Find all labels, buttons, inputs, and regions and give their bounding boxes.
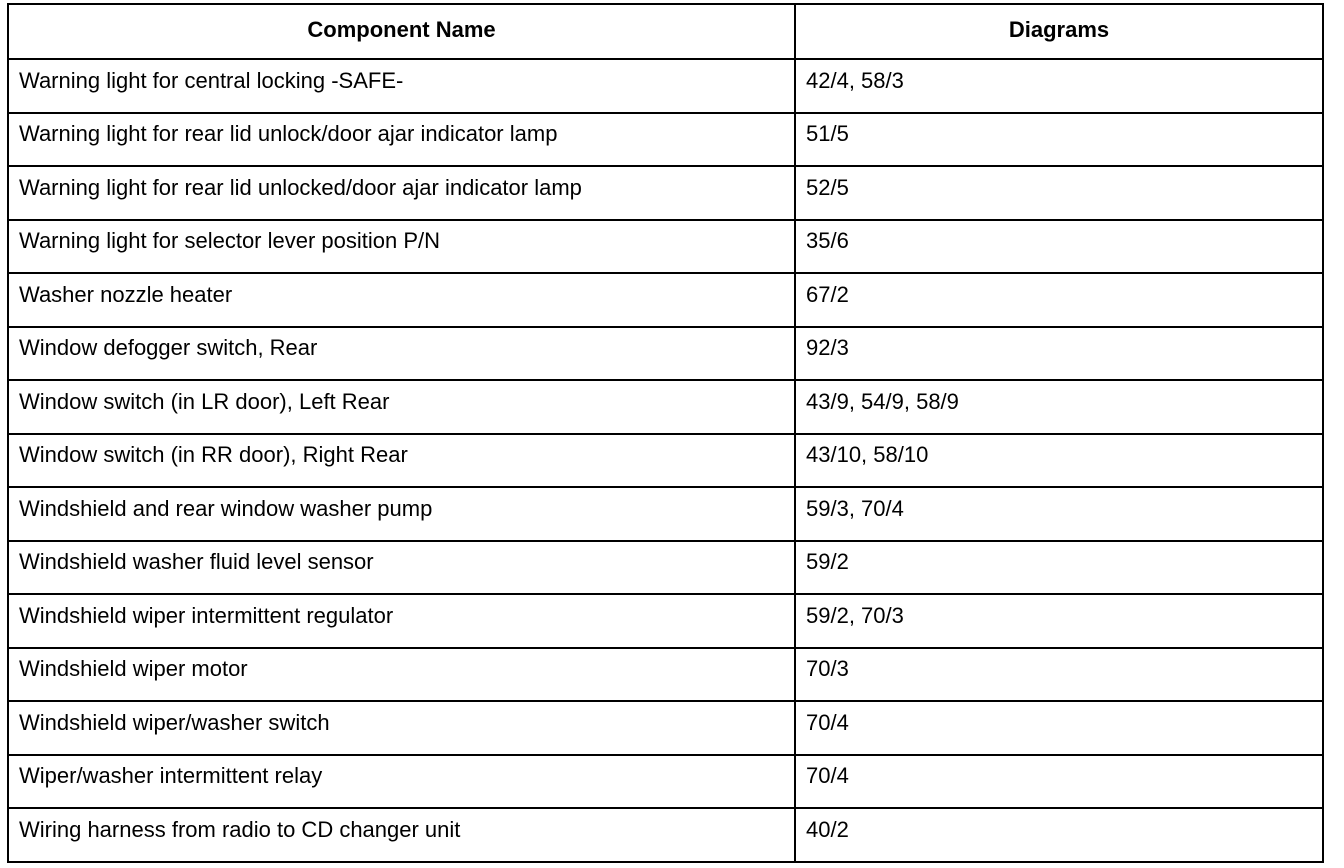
component-name-text: Washer nozzle heater <box>19 281 233 307</box>
table-row <box>8 701 1323 755</box>
cell-diagrams <box>795 273 1323 327</box>
cell-diagrams <box>795 327 1323 381</box>
table-row <box>8 648 1323 702</box>
diagrams-text: 59/2 <box>806 549 849 575</box>
table-row <box>8 755 1323 809</box>
cell-diagrams <box>795 541 1323 595</box>
header-diagrams-label: Diagrams <box>1008 16 1110 42</box>
diagrams-text: 43/9, 54/9, 58/9 <box>806 388 959 414</box>
cell-component-name <box>8 273 795 327</box>
table-row <box>8 166 1323 220</box>
table-row <box>8 434 1323 488</box>
component-name-text: Warning light for rear lid unlocked/door ajar indicator lamp <box>19 174 582 200</box>
component-name-text: Windshield wiper intermittent regulator <box>19 602 394 628</box>
cell-diagrams <box>795 594 1323 648</box>
cell-diagrams <box>795 755 1323 809</box>
diagrams-text: 59/3, 70/4 <box>806 495 904 521</box>
cell-diagrams <box>795 220 1323 274</box>
component-name-text: Windshield and rear window washer pump <box>19 495 433 521</box>
cell-diagrams <box>795 380 1323 434</box>
component-name-text: Wiring harness from radio to CD changer unit <box>19 816 461 842</box>
component-name-text: Warning light for selector lever position P/N <box>19 228 441 254</box>
table-row <box>8 59 1323 113</box>
diagrams-text: 92/3 <box>806 335 849 361</box>
diagrams-text: 40/2 <box>806 816 849 842</box>
diagrams-text: 35/6 <box>806 228 849 254</box>
component-name-text: Warning light for rear lid unlock/door ajar indicator lamp <box>19 121 558 147</box>
cell-component-name <box>8 648 795 702</box>
diagrams-text: 42/4, 58/3 <box>806 67 904 93</box>
cell-component-name <box>8 755 795 809</box>
cell-component-name <box>8 808 795 862</box>
header-component-name <box>8 4 795 59</box>
diagrams-text: 70/3 <box>806 656 849 682</box>
diagrams-text: 67/2 <box>806 281 849 307</box>
table-row <box>8 273 1323 327</box>
header-diagrams <box>795 4 1323 59</box>
diagrams-text: 70/4 <box>806 709 849 735</box>
cell-component-name <box>8 541 795 595</box>
table-header-row <box>8 4 1323 59</box>
component-name-text: Windshield washer fluid level sensor <box>19 549 374 575</box>
cell-component-name <box>8 327 795 381</box>
header-component-name-label: Component Name <box>307 16 496 42</box>
cell-component-name <box>8 487 795 541</box>
cell-diagrams <box>795 59 1323 113</box>
cell-diagrams <box>795 701 1323 755</box>
component-name-text: Wiper/washer intermittent relay <box>19 763 323 789</box>
diagrams-text: 70/4 <box>806 763 849 789</box>
component-name-text: Windshield wiper motor <box>19 656 248 682</box>
table-row <box>8 594 1323 648</box>
component-name-text: Window switch (in RR door), Right Rear <box>19 442 408 468</box>
cell-diagrams <box>795 434 1323 488</box>
cell-component-name <box>8 701 795 755</box>
component-diagram-table <box>7 3 1324 863</box>
cell-component-name <box>8 59 795 113</box>
cell-diagrams <box>795 487 1323 541</box>
cell-diagrams <box>795 166 1323 220</box>
cell-component-name <box>8 380 795 434</box>
table-row <box>8 220 1323 274</box>
component-name-text: Warning light for central locking -SAFE- <box>19 67 404 93</box>
table-row <box>8 113 1323 167</box>
cell-component-name <box>8 594 795 648</box>
component-name-text: Windshield wiper/washer switch <box>19 709 330 735</box>
table-row <box>8 380 1323 434</box>
table-row <box>8 487 1323 541</box>
diagrams-text: 59/2, 70/3 <box>806 602 904 628</box>
diagrams-text: 51/5 <box>806 121 849 147</box>
component-name-text: Window defogger switch, Rear <box>19 335 318 361</box>
diagrams-text: 52/5 <box>806 174 849 200</box>
cell-component-name <box>8 220 795 274</box>
table-row <box>8 327 1323 381</box>
cell-component-name <box>8 166 795 220</box>
table-row <box>8 808 1323 862</box>
cell-component-name <box>8 434 795 488</box>
cell-diagrams <box>795 648 1323 702</box>
cell-diagrams <box>795 808 1323 862</box>
component-name-text: Window switch (in LR door), Left Rear <box>19 388 390 414</box>
table-row <box>8 541 1323 595</box>
diagrams-text: 43/10, 58/10 <box>806 442 929 468</box>
cell-diagrams <box>795 113 1323 167</box>
cell-component-name <box>8 113 795 167</box>
